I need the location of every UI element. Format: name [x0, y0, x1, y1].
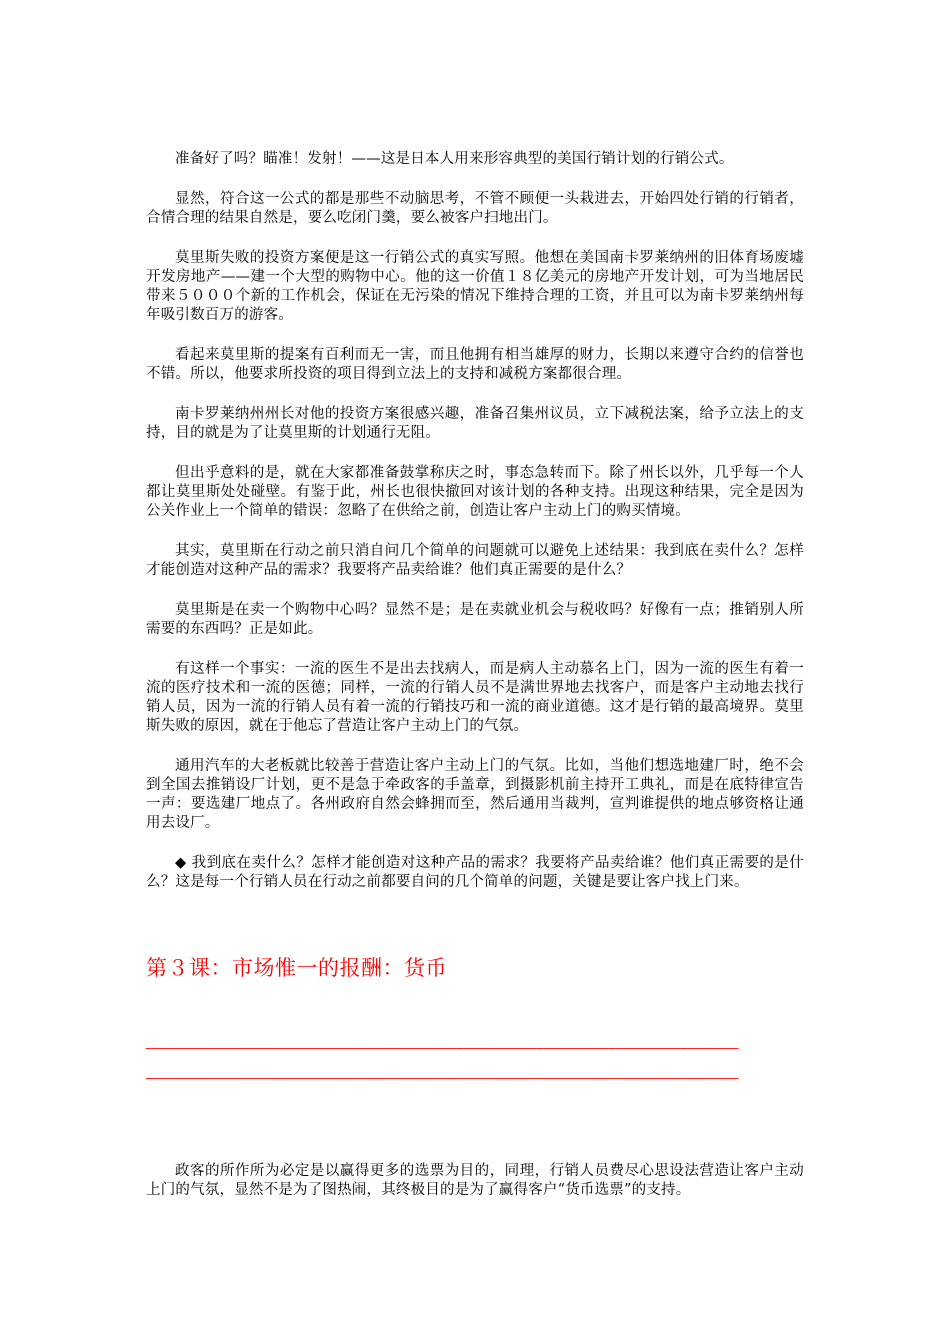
paragraph-1: 准备好了吗？瞄准！发射！——这是日本人用来形容典型的美国行销计划的行销公式。	[175, 151, 734, 167]
paragraph-10: 通用汽车的大老板就比较善于营造让客户主动上门的气氛。比如，当他们想选地建厂时，绝不会到全国去推销设厂计划，更不是急于牵政客的手盖章，到摄影机前主持开工典礼，而是在底特律宣告一声：要选建厂地点了。各州政府自然会蜂拥而至，然后通用当裁判，宣判谁提供的地点够资格让通用去设厂。	[146, 758, 804, 831]
paragraph-5: 南卡罗莱纳州州长对他的投资方案很感兴趣，准备召集州议员，立下减税法案，给予立法上的支持，目的就是为了让莫里斯的计划通行无阻。	[146, 406, 804, 441]
paragraph-7: 其实，莫里斯在行动之前只消自问几个简单的问题就可以避免上述结果：我到底在卖什么？怎样才能创造对这种产品的需求？我要将产品卖给谁？他们真正需要的是什么？	[146, 543, 804, 578]
paragraph-2: 显然，符合这一公式的都是那些不动脑思考，不管不顾便一头栽进去，开始四处行销的行销者，合情合理的结果自然是，要么吃闭门羹，要么被客户扫地出门。	[146, 191, 804, 226]
paragraph-4: 看起来莫里斯的提案有百利而无一害，而且他拥有相当雄厚的财力，长期以来遵守合约的信誉也不错。所以，他要求所投资的项目得到立法上的支持和减税方案都很合理。	[146, 347, 804, 382]
key-point-bullet: ◆ 我到底在卖什么？怎样才能创造对这种产品的需求？我要将产品卖给谁？他们真正需要的是什么？这是每一个行销人员在行动之前都要自问的几个简单的问题，关键是要让客户找上门来。	[146, 855, 804, 890]
paragraph-9: 有这样一个事实：一流的医生不是出去找病人，而是病人主动慕名上门，因为一流的医生有着一流的医疗技术和一流的医德；同样，一流的行销人员不是满世界地去找客户，而是客户主动地去找行销人员，因为一流的行销人员有着一流的行销技巧和一流的商业道德。这才是行销的最高境界。莫里斯失败的原因，就在于他忘了营造让客户主动上门的气氛。	[146, 661, 804, 734]
article-body	[146, 150, 804, 913]
paragraph-3: 莫里斯失败的投资方案便是这一行销公式的真实写照。他想在美国南卡罗莱纳州的旧体育场废墟开发房地产——建一个大型的购物中心。他的这一价值１８亿美元的房地产开发计划，可为当地居民带来５０００个新的工作机会，保证在无污染的情况下维持合理的工资，并且可以为南卡罗莱纳州每年吸引数百万的游客。	[146, 250, 804, 323]
separator-line-2: ——————————————————————————————————————————————————————————————————————————————————	[146, 1071, 739, 1085]
lesson-body	[146, 1162, 804, 1221]
closing-paragraph: 政客的所作所为必定是以赢得更多的选票为目的，同理，行销人员费尽心思设法营造让客户主动上门的气氛，显然不是为了图热闹，其终极目的是为了赢得客户“货币选票”的支持。	[146, 1163, 804, 1198]
separator-line-1: ——————————————————————————————————————————————————————————————————————————————————	[146, 1041, 739, 1055]
lesson-title: 第３课：市场惟一的报酬：货币	[146, 956, 447, 980]
paragraph-6: 但出乎意料的是，就在大家都准备鼓掌称庆之时，事态急转而下。除了州长以外，几乎每一个人都让莫里斯处处碰壁。有鉴于此，州长也很快撤回对该计划的各种支持。出现这种结果，完全是因为公关作业上一个简单的错误：忽略了在供给之前，创造让客户主动上门的购买情境。	[146, 465, 804, 519]
paragraph-8: 莫里斯是在卖一个购物中心吗？显然不是；是在卖就业机会与税收吗？好像有一点；推销别人所需要的东西吗？正是如此。	[146, 602, 804, 637]
heading-separator	[146, 1033, 806, 1093]
